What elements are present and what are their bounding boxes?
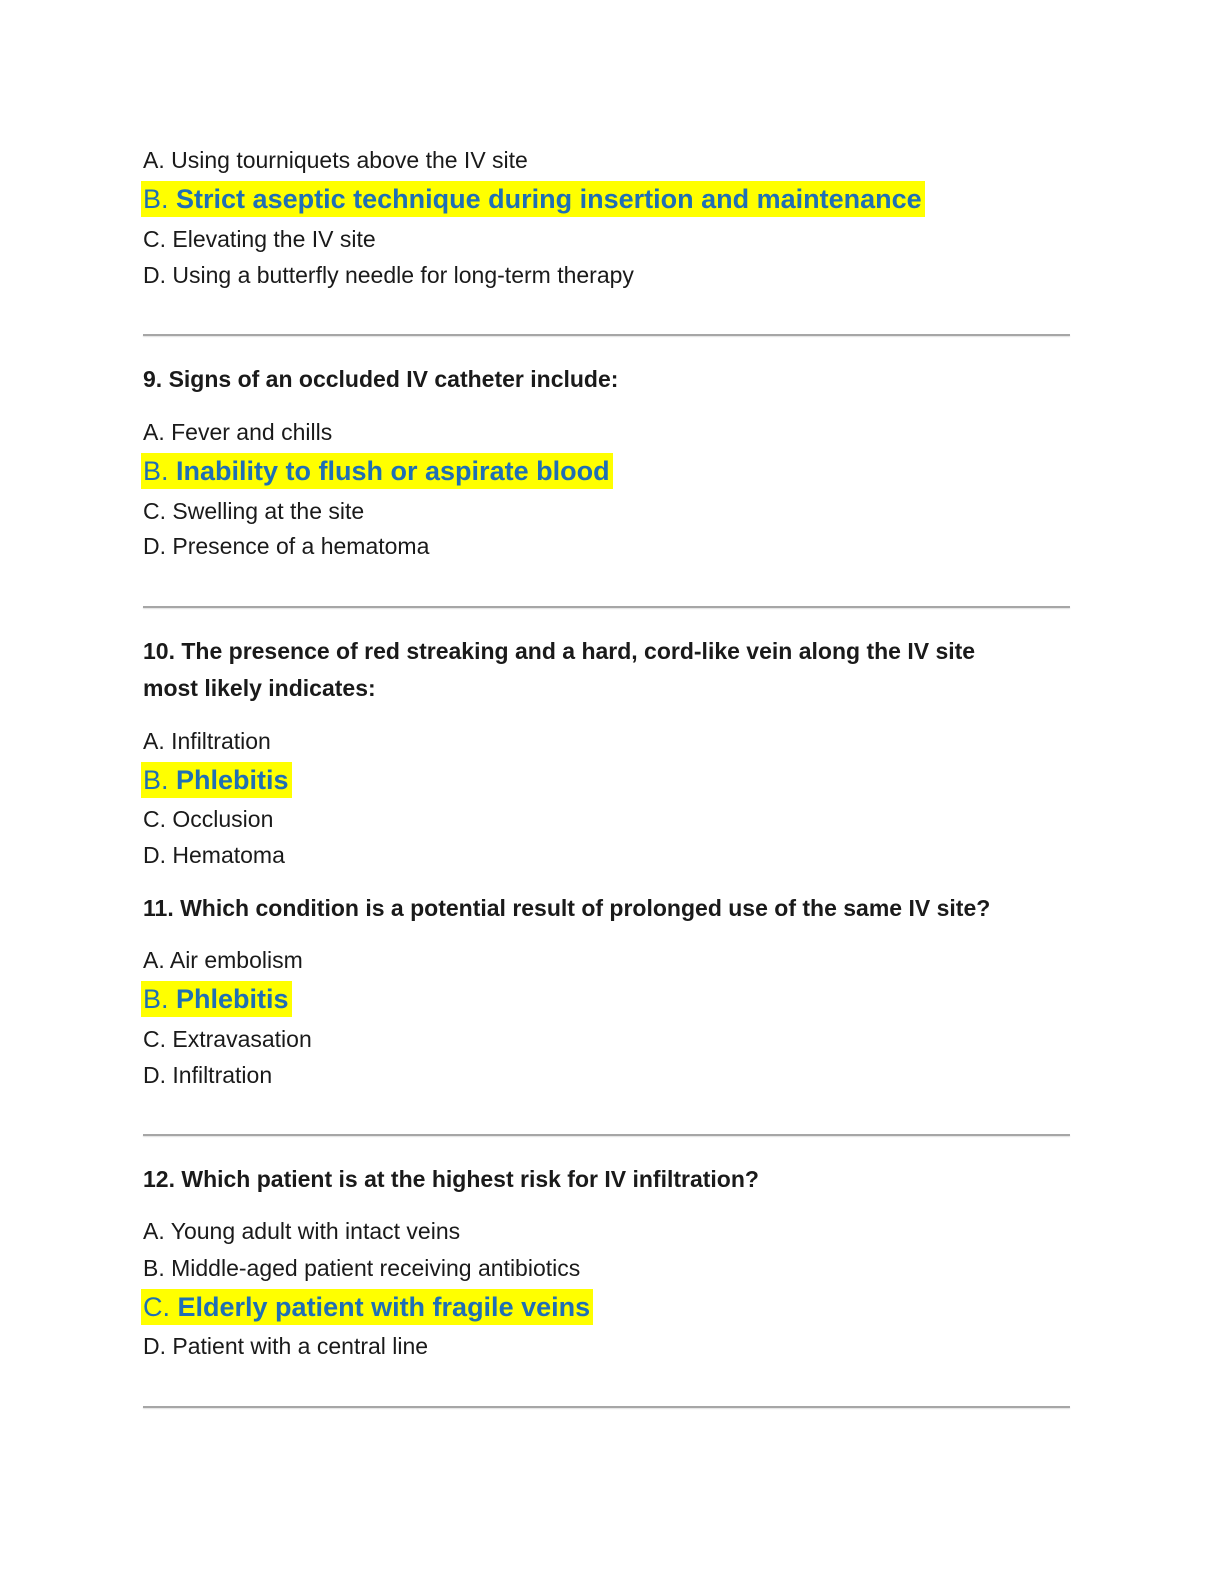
- option-d: [143, 260, 634, 290]
- option-text: Occlusion: [172, 806, 274, 832]
- option-text: Using a butterfly needle for long-term therapy: [172, 262, 634, 288]
- option-letter: D.: [143, 842, 166, 868]
- divider: [143, 1406, 1070, 1408]
- option-text: Infiltration: [172, 1062, 273, 1088]
- option-text: Strict aseptic technique during insertion and maintenance: [176, 184, 922, 214]
- option-letter: B.: [143, 456, 169, 486]
- option-d: [143, 840, 285, 870]
- correct-answer-option-b: [141, 181, 925, 217]
- divider: [143, 1134, 1070, 1136]
- option-letter: C.: [143, 226, 166, 252]
- option-letter: D.: [143, 262, 166, 288]
- option-text: Inability to flush or aspirate blood: [176, 456, 610, 486]
- option-letter: B.: [143, 1255, 165, 1281]
- option-c: [143, 1024, 312, 1054]
- option-text: Phlebitis: [176, 765, 289, 795]
- option-letter: C.: [143, 806, 166, 832]
- option-text: Hematoma: [172, 842, 285, 868]
- option-text: Swelling at the site: [172, 498, 365, 524]
- correct-answer-option-b: [141, 762, 292, 798]
- option-a: [143, 417, 332, 447]
- option-letter: A.: [143, 419, 165, 445]
- option-d: [143, 1060, 272, 1090]
- option-letter: C.: [143, 1026, 166, 1052]
- option-text: Air embolism: [169, 947, 303, 973]
- option-letter: A.: [143, 947, 165, 973]
- question-11: 11. Which condition is a potential result of prolonged use of the same IV site?: [143, 895, 991, 921]
- option-a: [143, 945, 303, 975]
- option-c: [143, 804, 273, 834]
- option-text: Phlebitis: [176, 984, 289, 1014]
- question-10-line-2: most likely indicates:: [143, 675, 376, 701]
- option-b: [143, 1253, 580, 1283]
- question-10: [143, 633, 1043, 707]
- option-text: Patient with a central line: [172, 1333, 429, 1359]
- divider: [143, 334, 1070, 336]
- option-letter: C.: [143, 1292, 170, 1322]
- option-text: Elevating the IV site: [172, 226, 376, 252]
- correct-answer-option-c: [141, 1289, 593, 1325]
- option-a: [143, 145, 528, 175]
- option-letter: B.: [143, 184, 169, 214]
- option-text: Elderly patient with fragile veins: [177, 1292, 591, 1322]
- option-letter: C.: [143, 498, 166, 524]
- option-letter: B.: [143, 765, 169, 795]
- correct-answer-option-b: [141, 453, 613, 489]
- question-12: 12. Which patient is at the highest risk for IV infiltration?: [143, 1166, 759, 1192]
- option-text: Infiltration: [171, 728, 271, 754]
- option-c: [143, 496, 364, 526]
- option-letter: A.: [143, 1218, 165, 1244]
- option-text: Extravasation: [172, 1026, 312, 1052]
- correct-answer-option-b: [141, 981, 292, 1017]
- option-letter: D.: [143, 1062, 166, 1088]
- option-text: Fever and chills: [171, 419, 333, 445]
- option-text: Young adult with intact veins: [170, 1218, 461, 1244]
- option-letter: B.: [143, 984, 169, 1014]
- option-text: Using tourniquets above the IV site: [171, 147, 528, 173]
- option-d: [143, 1331, 428, 1361]
- option-letter: A.: [143, 728, 165, 754]
- option-text: Middle-aged patient receiving antibiotics: [171, 1255, 581, 1281]
- option-a: [143, 1216, 460, 1246]
- option-letter: A.: [143, 147, 165, 173]
- divider: [143, 606, 1070, 608]
- option-c: [143, 224, 376, 254]
- question-9: 9. Signs of an occluded IV catheter include:: [143, 366, 619, 392]
- option-letter: D.: [143, 1333, 166, 1359]
- option-a: [143, 726, 271, 756]
- question-10-line-1: 10. The presence of red streaking and a hard, cord-like vein along the IV site: [143, 638, 976, 664]
- option-text: Presence of a hematoma: [172, 533, 430, 559]
- option-letter: D.: [143, 533, 166, 559]
- option-d: [143, 531, 429, 561]
